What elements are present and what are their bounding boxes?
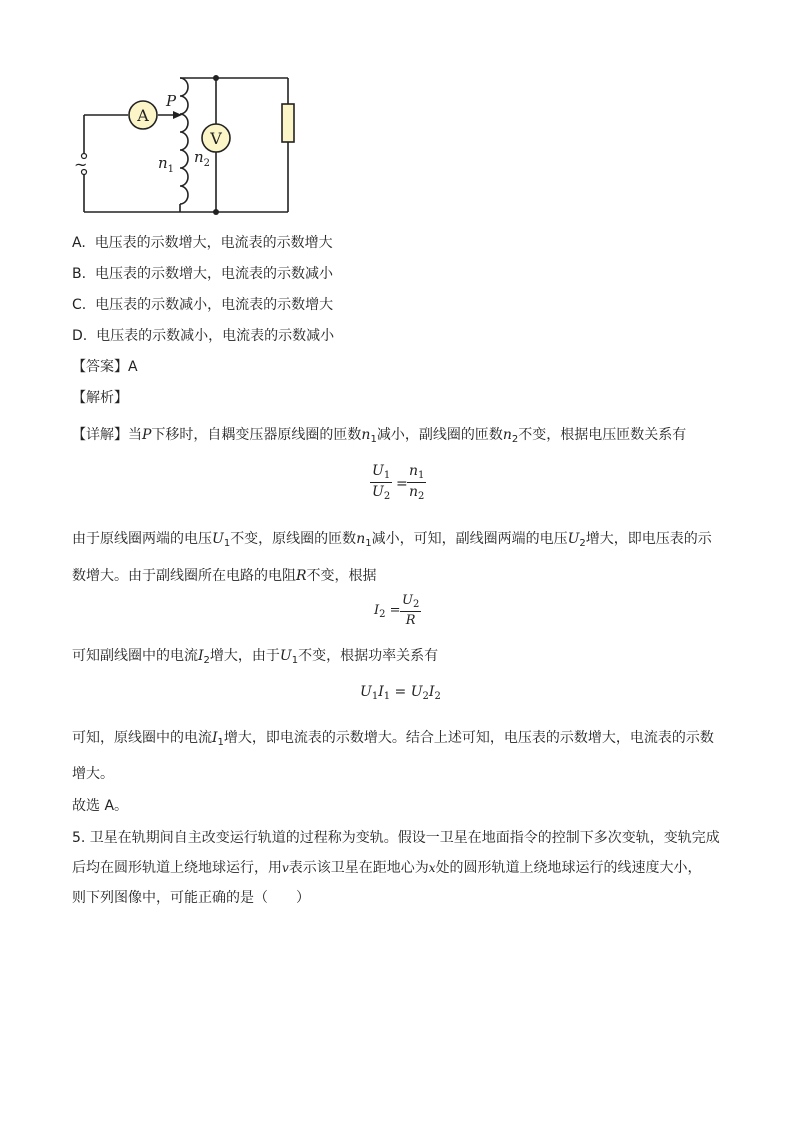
equation-3: $U_1I_1 = U_2I_2$	[360, 684, 441, 702]
option-c: C. 电压表的示数减小，电流表的示数增大	[72, 297, 334, 313]
question-5-line-1: 5. 卫星在轨期间自主改变运行轨道的过程称为变轨。假设一卫星在地面指令的控制下多次变轨，变轨完成	[72, 830, 720, 846]
paragraph-2-line-1: 由于原线圈两端的电压$U_1$不变，原线圈的匝数$n_1$减小，可知，副线圈两端的电压$U_2$增大，即电压表的示	[72, 531, 712, 549]
junction-dot	[213, 75, 219, 81]
circuit-diagram	[70, 66, 310, 221]
voltmeter-label: V	[210, 129, 222, 148]
equation-2-lhs: $I_2$ =	[374, 603, 401, 620]
paragraph-4-line-2: 增大。	[72, 766, 114, 782]
question-5-line-3: 则下列图像中，可能正确的是（ ）	[72, 890, 310, 906]
equation-2-fraction: $U_2$ R	[402, 593, 420, 628]
resistor-icon	[282, 104, 294, 142]
n1-label: $n_1$	[158, 154, 175, 175]
option-b: B. 电压表的示数增大，电流表的示数减小	[72, 266, 333, 282]
option-d: D. 电压表的示数减小，电流表的示数减小	[72, 328, 335, 344]
paragraph-2-line-2: 数增大。由于副线圈所在电路的电阻R不变，根据	[72, 568, 377, 584]
answer-line: 【答案】A	[72, 359, 138, 375]
conclusion: 故选 A。	[72, 798, 129, 814]
equation-1-equals: =	[396, 476, 408, 492]
option-a: A. 电压表的示数增大，电流表的示数增大	[72, 235, 333, 251]
equation-1-right: $n_1$ $n_2$	[409, 463, 425, 502]
equation-1-left: $U_1$ $U_2$	[372, 463, 391, 502]
paragraph-4-line-1: 可知，原线圈中的电流$I_1$增大，即电流表的示数增大。结合上述可知，电压表的示数增大，电流表的示数	[72, 730, 714, 748]
tap-arrow-icon	[173, 111, 182, 119]
junction-dot	[213, 209, 219, 215]
detail-line-1: 【详解】当P下移时，自耦变压器原线圈的匝数$n_1$减小，副线圈的匝数$n_2$不变，根据电压匝数关系有	[72, 427, 687, 445]
ac-source-icon: ~	[74, 155, 88, 174]
analysis-tag: 【解析】	[72, 390, 128, 406]
tap-label: P	[166, 92, 177, 110]
ammeter-label: A	[137, 106, 149, 125]
paragraph-3: 可知副线圈中的电流$I_2$增大，由于$U_1$不变，根据功率关系有	[72, 648, 439, 666]
question-5-line-2: 后均在圆形轨道上绕地球运行，用v表示该卫星在距地心为x处的圆形轨道上绕地球运行的线速度大小，	[72, 860, 702, 876]
n2-label: $n_2$	[194, 148, 211, 169]
